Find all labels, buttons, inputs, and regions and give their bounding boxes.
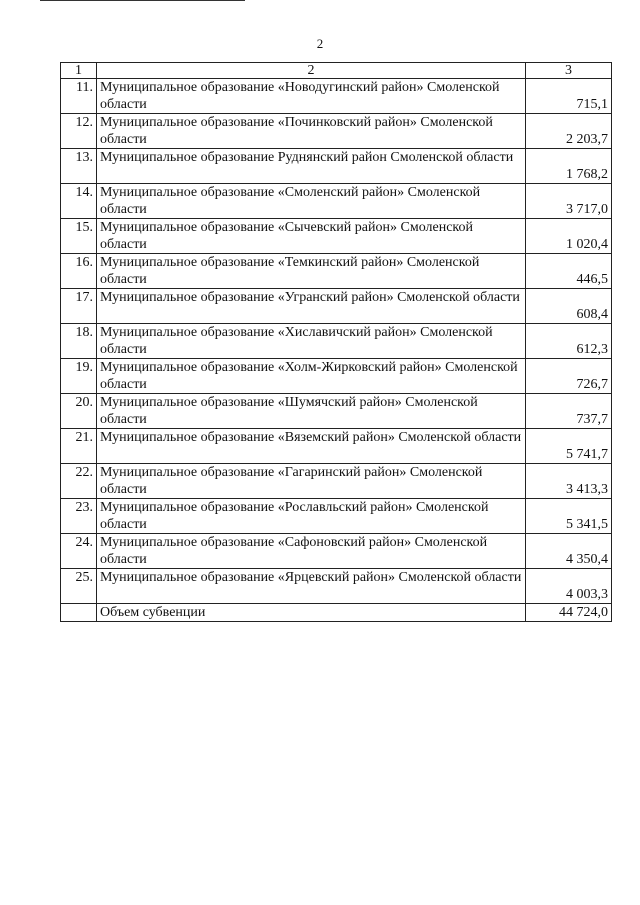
table-row bbox=[61, 289, 612, 324]
row-name: Муниципальное образование «Гагаринский район» Смоленской области bbox=[97, 464, 526, 499]
row-number: 16. bbox=[61, 254, 97, 289]
page-number: 2 bbox=[316, 36, 324, 51]
row-amount: 1 020,4 bbox=[526, 219, 612, 254]
row-name: Муниципальное образование «Рославльский район» Смоленской области bbox=[97, 499, 526, 534]
table-row bbox=[61, 79, 612, 114]
row-number: 19. bbox=[61, 359, 97, 394]
row-amount: 4 003,3 bbox=[526, 569, 612, 604]
row-number: 15. bbox=[61, 219, 97, 254]
row-name: Муниципальное образование «Починковский район» Смоленской области bbox=[97, 114, 526, 149]
table-row bbox=[61, 464, 612, 499]
row-amount: 612,3 bbox=[526, 324, 612, 359]
table-row bbox=[61, 324, 612, 359]
row-name: Муниципальное образование «Смоленский район» Смоленской области bbox=[97, 184, 526, 219]
top-rule bbox=[40, 0, 245, 1]
row-amount: 4 350,4 bbox=[526, 534, 612, 569]
row-amount: 2 203,7 bbox=[526, 114, 612, 149]
row-name: Муниципальное образование «Холм-Жирковский район» Смоленской области bbox=[97, 359, 526, 394]
table-row bbox=[61, 499, 612, 534]
table-row bbox=[61, 534, 612, 569]
row-name: Муниципальное образование «Ярцевский район» Смоленской области bbox=[97, 569, 526, 604]
table-header-row bbox=[61, 63, 612, 79]
column-header-number: 1 bbox=[61, 63, 97, 79]
row-name: Муниципальное образование «Новодугинский район» Смоленской области bbox=[97, 79, 526, 114]
row-number: 18. bbox=[61, 324, 97, 359]
row-number: 14. bbox=[61, 184, 97, 219]
row-name: Муниципальное образование «Сафоновский район» Смоленской области bbox=[97, 534, 526, 569]
table-row bbox=[61, 254, 612, 289]
row-amount: 3 717,0 bbox=[526, 184, 612, 219]
row-name: Муниципальное образование Руднянский район Смоленской области bbox=[97, 149, 526, 184]
row-amount: 608,4 bbox=[526, 289, 612, 324]
row-name: Муниципальное образование «Вяземский район» Смоленской области bbox=[97, 429, 526, 464]
row-name: Муниципальное образование «Хиславичский район» Смоленской области bbox=[97, 324, 526, 359]
row-name: Муниципальное образование «Угранский район» Смоленской области bbox=[97, 289, 526, 324]
row-amount: 737,7 bbox=[526, 394, 612, 429]
row-number: 13. bbox=[61, 149, 97, 184]
row-amount: 3 413,3 bbox=[526, 464, 612, 499]
row-name: Муниципальное образование «Сычевский район» Смоленской области bbox=[97, 219, 526, 254]
table-row bbox=[61, 394, 612, 429]
row-amount: 5 741,7 bbox=[526, 429, 612, 464]
row-name: Муниципальное образование «Шумячский район» Смоленской области bbox=[97, 394, 526, 429]
column-header-amount: 3 bbox=[526, 63, 612, 79]
row-number: 21. bbox=[61, 429, 97, 464]
row-amount: 726,7 bbox=[526, 359, 612, 394]
table-row bbox=[61, 219, 612, 254]
row-amount: 446,5 bbox=[526, 254, 612, 289]
row-amount: 5 341,5 bbox=[526, 499, 612, 534]
row-number: 17. bbox=[61, 289, 97, 324]
table-row bbox=[61, 184, 612, 219]
table-body bbox=[61, 79, 612, 622]
table-row bbox=[61, 429, 612, 464]
row-number: 12. bbox=[61, 114, 97, 149]
row-number: 23. bbox=[61, 499, 97, 534]
table-row bbox=[61, 359, 612, 394]
row-amount: 715,1 bbox=[526, 79, 612, 114]
row-number: 11. bbox=[61, 79, 97, 114]
row-number: 22. bbox=[61, 464, 97, 499]
table-row bbox=[61, 114, 612, 149]
column-header-name: 2 bbox=[97, 63, 526, 79]
total-number-cell bbox=[61, 604, 97, 622]
total-amount: 44 724,0 bbox=[526, 604, 612, 622]
table-total-row bbox=[61, 604, 612, 622]
row-number: 25. bbox=[61, 569, 97, 604]
table-row bbox=[61, 569, 612, 604]
table-row bbox=[61, 149, 612, 184]
row-name: Муниципальное образование «Темкинский район» Смоленской области bbox=[97, 254, 526, 289]
row-amount: 1 768,2 bbox=[526, 149, 612, 184]
subsidy-table bbox=[60, 62, 612, 622]
row-number: 24. bbox=[61, 534, 97, 569]
row-number: 20. bbox=[61, 394, 97, 429]
total-label: Объем субвенции bbox=[97, 604, 526, 622]
